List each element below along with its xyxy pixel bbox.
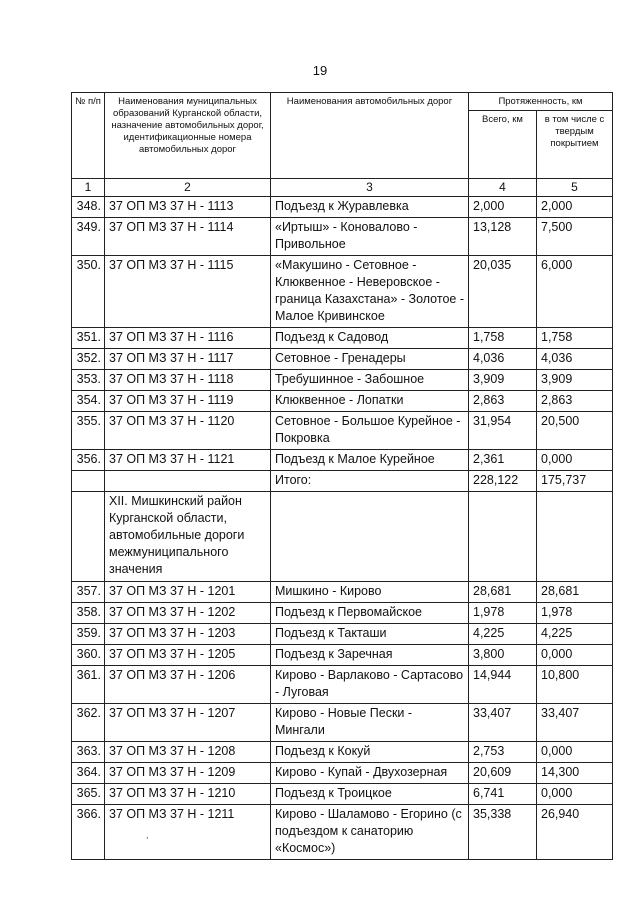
table-row	[72, 197, 613, 218]
column-index-cell: 2	[105, 179, 271, 197]
length-hard-surface: 2,000	[537, 197, 613, 218]
road-name: Подъезд к Малое Курейное	[271, 450, 469, 471]
road-identifier: 37 ОП МЗ 37 Н - 1203	[105, 624, 271, 645]
length-total: 2,000	[469, 197, 537, 218]
length-hard-surface: 0,000	[537, 450, 613, 471]
length-total: 28,681	[469, 582, 537, 603]
table-row	[72, 391, 613, 412]
table-row	[72, 450, 613, 471]
total-row	[72, 471, 613, 492]
road-name: Сетовное - Гренадеры	[271, 349, 469, 370]
road-name: Подъезд к Садовод	[271, 328, 469, 349]
road-identifier: 37 ОП МЗ 37 Н - 1207	[105, 704, 271, 742]
road-identifier: 37 ОП МЗ 37 Н - 1205	[105, 645, 271, 666]
road-identifier: 37 ОП МЗ 37 Н - 1116	[105, 328, 271, 349]
table-row	[72, 370, 613, 391]
section-empty-hard	[537, 492, 613, 582]
row-number: 355.	[72, 412, 105, 450]
road-name: Подъезд к Заречная	[271, 645, 469, 666]
table-row	[72, 763, 613, 784]
column-index-cell: 3	[271, 179, 469, 197]
road-identifier: 37 ОП МЗ 37 Н - 1115	[105, 256, 271, 328]
table-row	[72, 218, 613, 256]
row-number: 358.	[72, 603, 105, 624]
length-total: 2,753	[469, 742, 537, 763]
road-name: Кирово - Варлаково - Сартасово - Луговая	[271, 666, 469, 704]
total-empty-num	[72, 471, 105, 492]
page-number: 19	[312, 63, 328, 78]
road-identifier: 37 ОП МЗ 37 Н - 1210	[105, 784, 271, 805]
row-number: 350.	[72, 256, 105, 328]
length-hard-surface: 1,978	[537, 603, 613, 624]
road-name: Кирово - Шаламово - Егорино (с подъездом к санаторию «Космос»)	[271, 805, 469, 860]
table-row	[72, 742, 613, 763]
length-total: 1,758	[469, 328, 537, 349]
length-hard-surface: 20,500	[537, 412, 613, 450]
length-hard-surface: 4,036	[537, 349, 613, 370]
header-road-name: Наименования автомобильных дорог	[271, 93, 469, 179]
table-row	[72, 784, 613, 805]
table-body	[72, 179, 613, 860]
length-total: 2,863	[469, 391, 537, 412]
length-total: 31,954	[469, 412, 537, 450]
table-row	[72, 412, 613, 450]
length-hard-surface: 2,863	[537, 391, 613, 412]
section-empty-road	[271, 492, 469, 582]
row-number: 361.	[72, 666, 105, 704]
length-hard-surface: 28,681	[537, 582, 613, 603]
row-number: 365.	[72, 784, 105, 805]
length-total: 20,035	[469, 256, 537, 328]
road-name: Кирово - Купай - Двухозерная	[271, 763, 469, 784]
section-empty-num	[72, 492, 105, 582]
road-name: «Иртыш» - Коновалово - Привольное	[271, 218, 469, 256]
road-name: Подъезд к Кокуй	[271, 742, 469, 763]
header-length: Протяженность, км	[469, 93, 613, 111]
total-hard-surface: 175,737	[537, 471, 613, 492]
row-number: 349.	[72, 218, 105, 256]
length-hard-surface: 10,800	[537, 666, 613, 704]
road-name: «Макушино - Сетовное - Клюквенное - Неверовское - граница Казахстана» - Золотое - Малое Кривинское	[271, 256, 469, 328]
row-number: 356.	[72, 450, 105, 471]
header-row	[72, 93, 613, 111]
total-label: Итого:	[271, 471, 469, 492]
length-total: 14,944	[469, 666, 537, 704]
header-total-km: Всего, км	[469, 111, 537, 179]
road-identifier: 37 ОП МЗ 37 Н - 1119	[105, 391, 271, 412]
road-identifier: 37 ОП МЗ 37 Н - 1117	[105, 349, 271, 370]
column-index-row	[72, 179, 613, 197]
row-number: 351.	[72, 328, 105, 349]
header-number: № п/п	[72, 93, 105, 179]
column-index-cell: 4	[469, 179, 537, 197]
length-total: 33,407	[469, 704, 537, 742]
length-hard-surface: 4,225	[537, 624, 613, 645]
total-empty-id	[105, 471, 271, 492]
length-total: 3,800	[469, 645, 537, 666]
road-identifier: 37 ОП МЗ 37 Н - 1211	[105, 805, 271, 860]
length-total: 6,741	[469, 784, 537, 805]
road-identifier: 37 ОП МЗ 37 Н - 1202	[105, 603, 271, 624]
length-hard-surface: 0,000	[537, 784, 613, 805]
road-name: Подъезд к Журавлевка	[271, 197, 469, 218]
section-empty-total	[469, 492, 537, 582]
column-index-cell: 1	[72, 179, 105, 197]
length-hard-surface: 33,407	[537, 704, 613, 742]
road-identifier: 37 ОП МЗ 37 Н - 1121	[105, 450, 271, 471]
road-identifier: 37 ОП МЗ 37 Н - 1113	[105, 197, 271, 218]
roads-table	[71, 92, 613, 860]
row-number: 363.	[72, 742, 105, 763]
table-row	[72, 582, 613, 603]
table-row	[72, 805, 613, 860]
road-name: Мишкино - Кирово	[271, 582, 469, 603]
length-total: 20,609	[469, 763, 537, 784]
row-number: 353.	[72, 370, 105, 391]
row-number: 366.	[72, 805, 105, 860]
length-total: 1,978	[469, 603, 537, 624]
section-row	[72, 492, 613, 582]
length-total: 2,361	[469, 450, 537, 471]
road-name: Подъезд к Первомайское	[271, 603, 469, 624]
header-municipality: Наименования муниципальных образований Курганской области, назначение автомобильных дорог, идентификационные номера автомобильных дорог	[105, 93, 271, 179]
row-number: 354.	[72, 391, 105, 412]
length-hard-surface: 1,758	[537, 328, 613, 349]
length-total: 4,036	[469, 349, 537, 370]
road-identifier: 37 ОП МЗ 37 Н - 1206	[105, 666, 271, 704]
length-hard-surface: 26,940	[537, 805, 613, 860]
road-name: Подъезд к Троицкое	[271, 784, 469, 805]
length-total: 13,128	[469, 218, 537, 256]
length-total: 4,225	[469, 624, 537, 645]
road-identifier: 37 ОП МЗ 37 Н - 1120	[105, 412, 271, 450]
length-hard-surface: 3,909	[537, 370, 613, 391]
row-number: 359.	[72, 624, 105, 645]
table-row	[72, 624, 613, 645]
length-hard-surface: 0,000	[537, 742, 613, 763]
header-hard-surface: в том числе с твердым покрытием	[537, 111, 613, 179]
road-identifier: 37 ОП МЗ 37 Н - 1118	[105, 370, 271, 391]
scan-mark: ,	[146, 830, 149, 840]
road-identifier: 37 ОП МЗ 37 Н - 1208	[105, 742, 271, 763]
table-row	[72, 349, 613, 370]
length-hard-surface: 6,000	[537, 256, 613, 328]
section-title: XII. Мишкинский район Курганской области, автомобильные дороги межмуниципального значения	[105, 492, 271, 582]
table-row	[72, 666, 613, 704]
road-name: Кирово - Новые Пески - Мингали	[271, 704, 469, 742]
road-identifier: 37 ОП МЗ 37 Н - 1114	[105, 218, 271, 256]
length-hard-surface: 0,000	[537, 645, 613, 666]
length-total: 3,909	[469, 370, 537, 391]
row-number: 352.	[72, 349, 105, 370]
road-name: Подъезд к Такташи	[271, 624, 469, 645]
table-row	[72, 256, 613, 328]
road-identifier: 37 ОП МЗ 37 Н - 1209	[105, 763, 271, 784]
table-row	[72, 328, 613, 349]
table-row	[72, 603, 613, 624]
column-index-cell: 5	[537, 179, 613, 197]
row-number: 360.	[72, 645, 105, 666]
table-row	[72, 645, 613, 666]
row-number: 348.	[72, 197, 105, 218]
length-hard-surface: 7,500	[537, 218, 613, 256]
row-number: 357.	[72, 582, 105, 603]
length-total: 35,338	[469, 805, 537, 860]
row-number: 364.	[72, 763, 105, 784]
road-name: Клюквенное - Лопатки	[271, 391, 469, 412]
road-name: Сетовное - Большое Курейное - Покровка	[271, 412, 469, 450]
road-identifier: 37 ОП МЗ 37 Н - 1201	[105, 582, 271, 603]
length-hard-surface: 14,300	[537, 763, 613, 784]
table-row	[72, 704, 613, 742]
road-name: Требушинное - Забошное	[271, 370, 469, 391]
row-number: 362.	[72, 704, 105, 742]
total-length: 228,122	[469, 471, 537, 492]
